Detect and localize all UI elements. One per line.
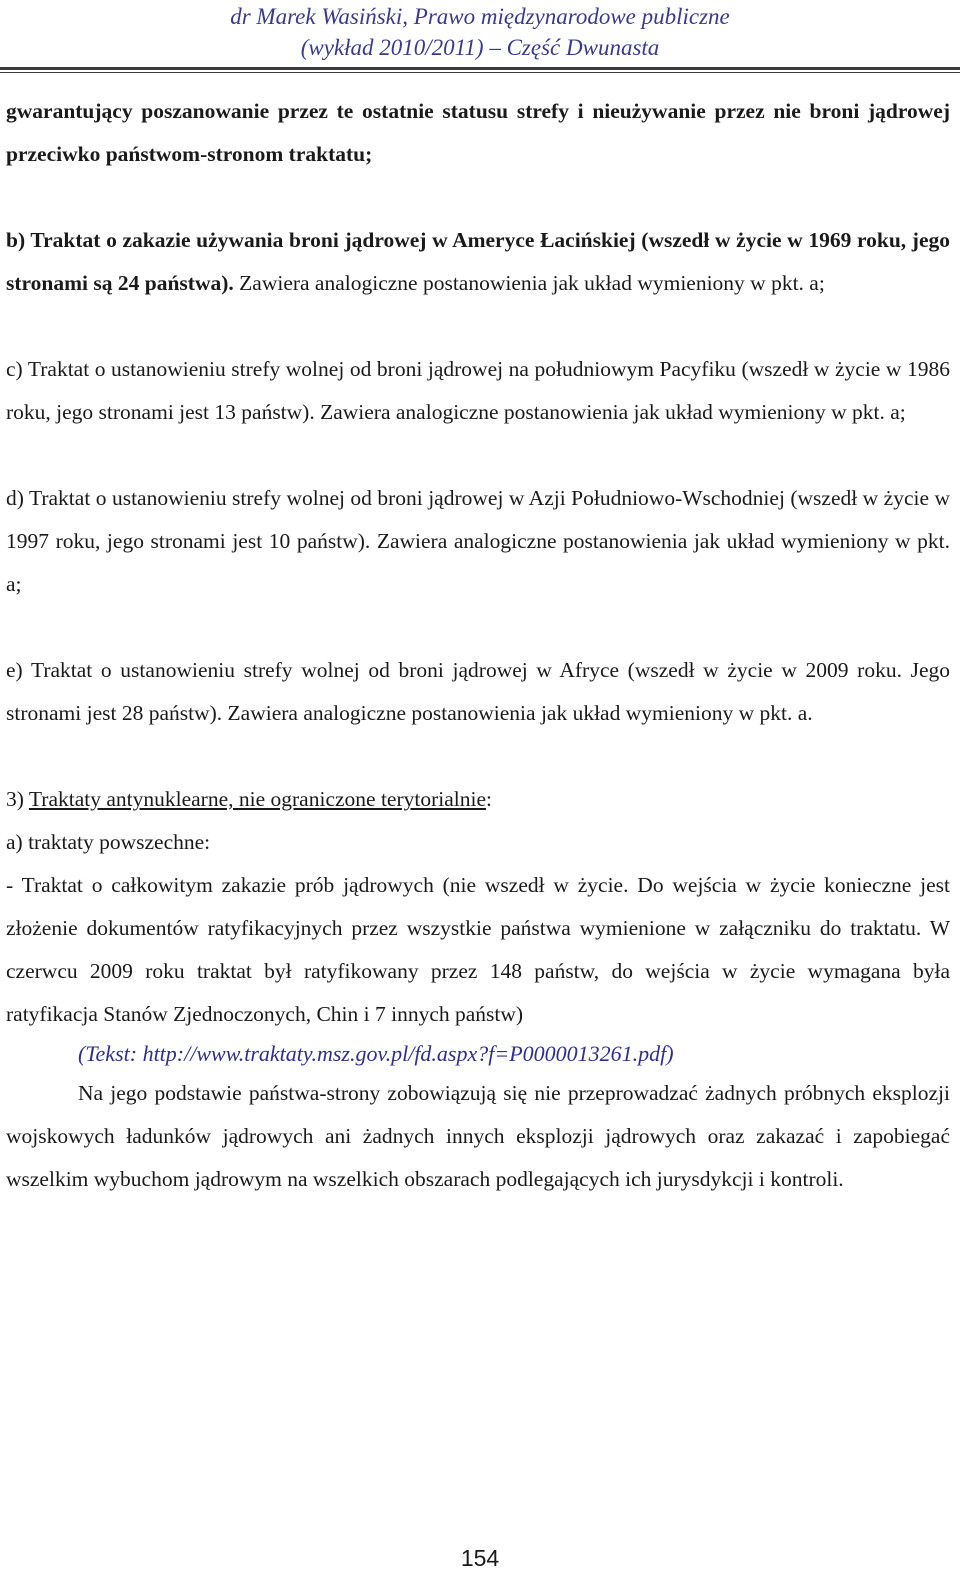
document-body: [6, 90, 950, 1201]
paragraph-b-tail: Zawiera analogiczne postanowienia jak układ wymieniony w pkt. a;: [233, 271, 825, 295]
page-header: [0, 0, 960, 63]
paragraph-e: e) Traktat o ustanowieniu strefy wolnej od broni jądrowej w Afryce (wszedł w życie w 2009 roku. Jego stronami jest 28 państw). Zawiera analogiczne postanowienia jak układ wymieniony w pkt. a.: [6, 658, 950, 725]
paragraph-b-main: b) Traktat o zakazie używania broni jądrowej w Ameryce Łacińskiej (wszedł w życie w 1969 roku, jego stronami są 24 państwa).: [6, 228, 950, 295]
section-3-number: 3): [6, 787, 29, 811]
section-3-colon: :: [486, 787, 492, 811]
header-rule: [0, 67, 960, 70]
final-paragraph: Na jego podstawie państwa-strony zobowiązują się nie przeprowadzać żadnych próbnych eksplozji wojskowych ładunków jądrowych ani żadnych innych eksplozji jądrowych oraz zakazać i zapobiegać wszelkim wybuchom jądrowym na wszelkich obszarach podlegających ich jurysdykcji i kontroli.: [6, 1081, 950, 1191]
paragraph-d: d) Traktat o ustanowieniu strefy wolnej od broni jądrowej w Azji Południowo-Wschodniej (wszedł w życie w 1997 roku, jego stronami jest 10 państw). Zawiera analogiczne postanowienia jak układ wymieniony w pkt. a;: [6, 486, 950, 596]
page-number: 154: [460, 1545, 500, 1571]
paragraph-b: [6, 219, 950, 305]
section-3-heading: [6, 778, 950, 821]
header-author-title: dr Marek Wasiński, Prawo międzynarodowe publiczne: [230, 4, 730, 29]
subsection-a-heading: a) traktaty powszechne:: [6, 830, 211, 854]
header-lecture-part: (wykład 2010/2011) – Część Dwunasta: [300, 35, 660, 60]
paragraph-c: c) Traktat o ustanowieniu strefy wolnej od broni jądrowej na południowym Pacyfiku (wszedł w życie w 1986 roku, jego stronami jest 13 państw). Zawiera analogiczne postanowienia jak układ wymieniony w pkt. a;: [6, 357, 950, 424]
source-link[interactable]: (Tekst: http://www.traktaty.msz.gov.pl/fd.aspx?f=P0000013261.pdf): [78, 1041, 674, 1066]
section-3-title: Traktaty antynuklearne, nie ograniczone terytorialnie: [28, 787, 487, 811]
header-rule-thin: [0, 72, 960, 73]
paragraph-a-continuation: gwarantujący poszanowanie przez te ostatnie statusu strefy i nieużywanie przez nie broni jądrowej przeciwko państwom-stronom traktatu;: [6, 99, 950, 166]
treaty-paragraph: - Traktat o całkowitym zakazie prób jądrowych (nie wszedł w życie. Do wejścia w życie konieczne jest złożenie dokumentów ratyfikacyjnych przez wszystkie państwa wymienione w załączniku do traktatu. W czerwcu 2009 roku traktat był ratyfikowany przez 148 państw, do wejścia w życie wymagana była ratyfikacja Stanów Zjednoczonych, Chin i 7 innych państw): [6, 873, 950, 1026]
